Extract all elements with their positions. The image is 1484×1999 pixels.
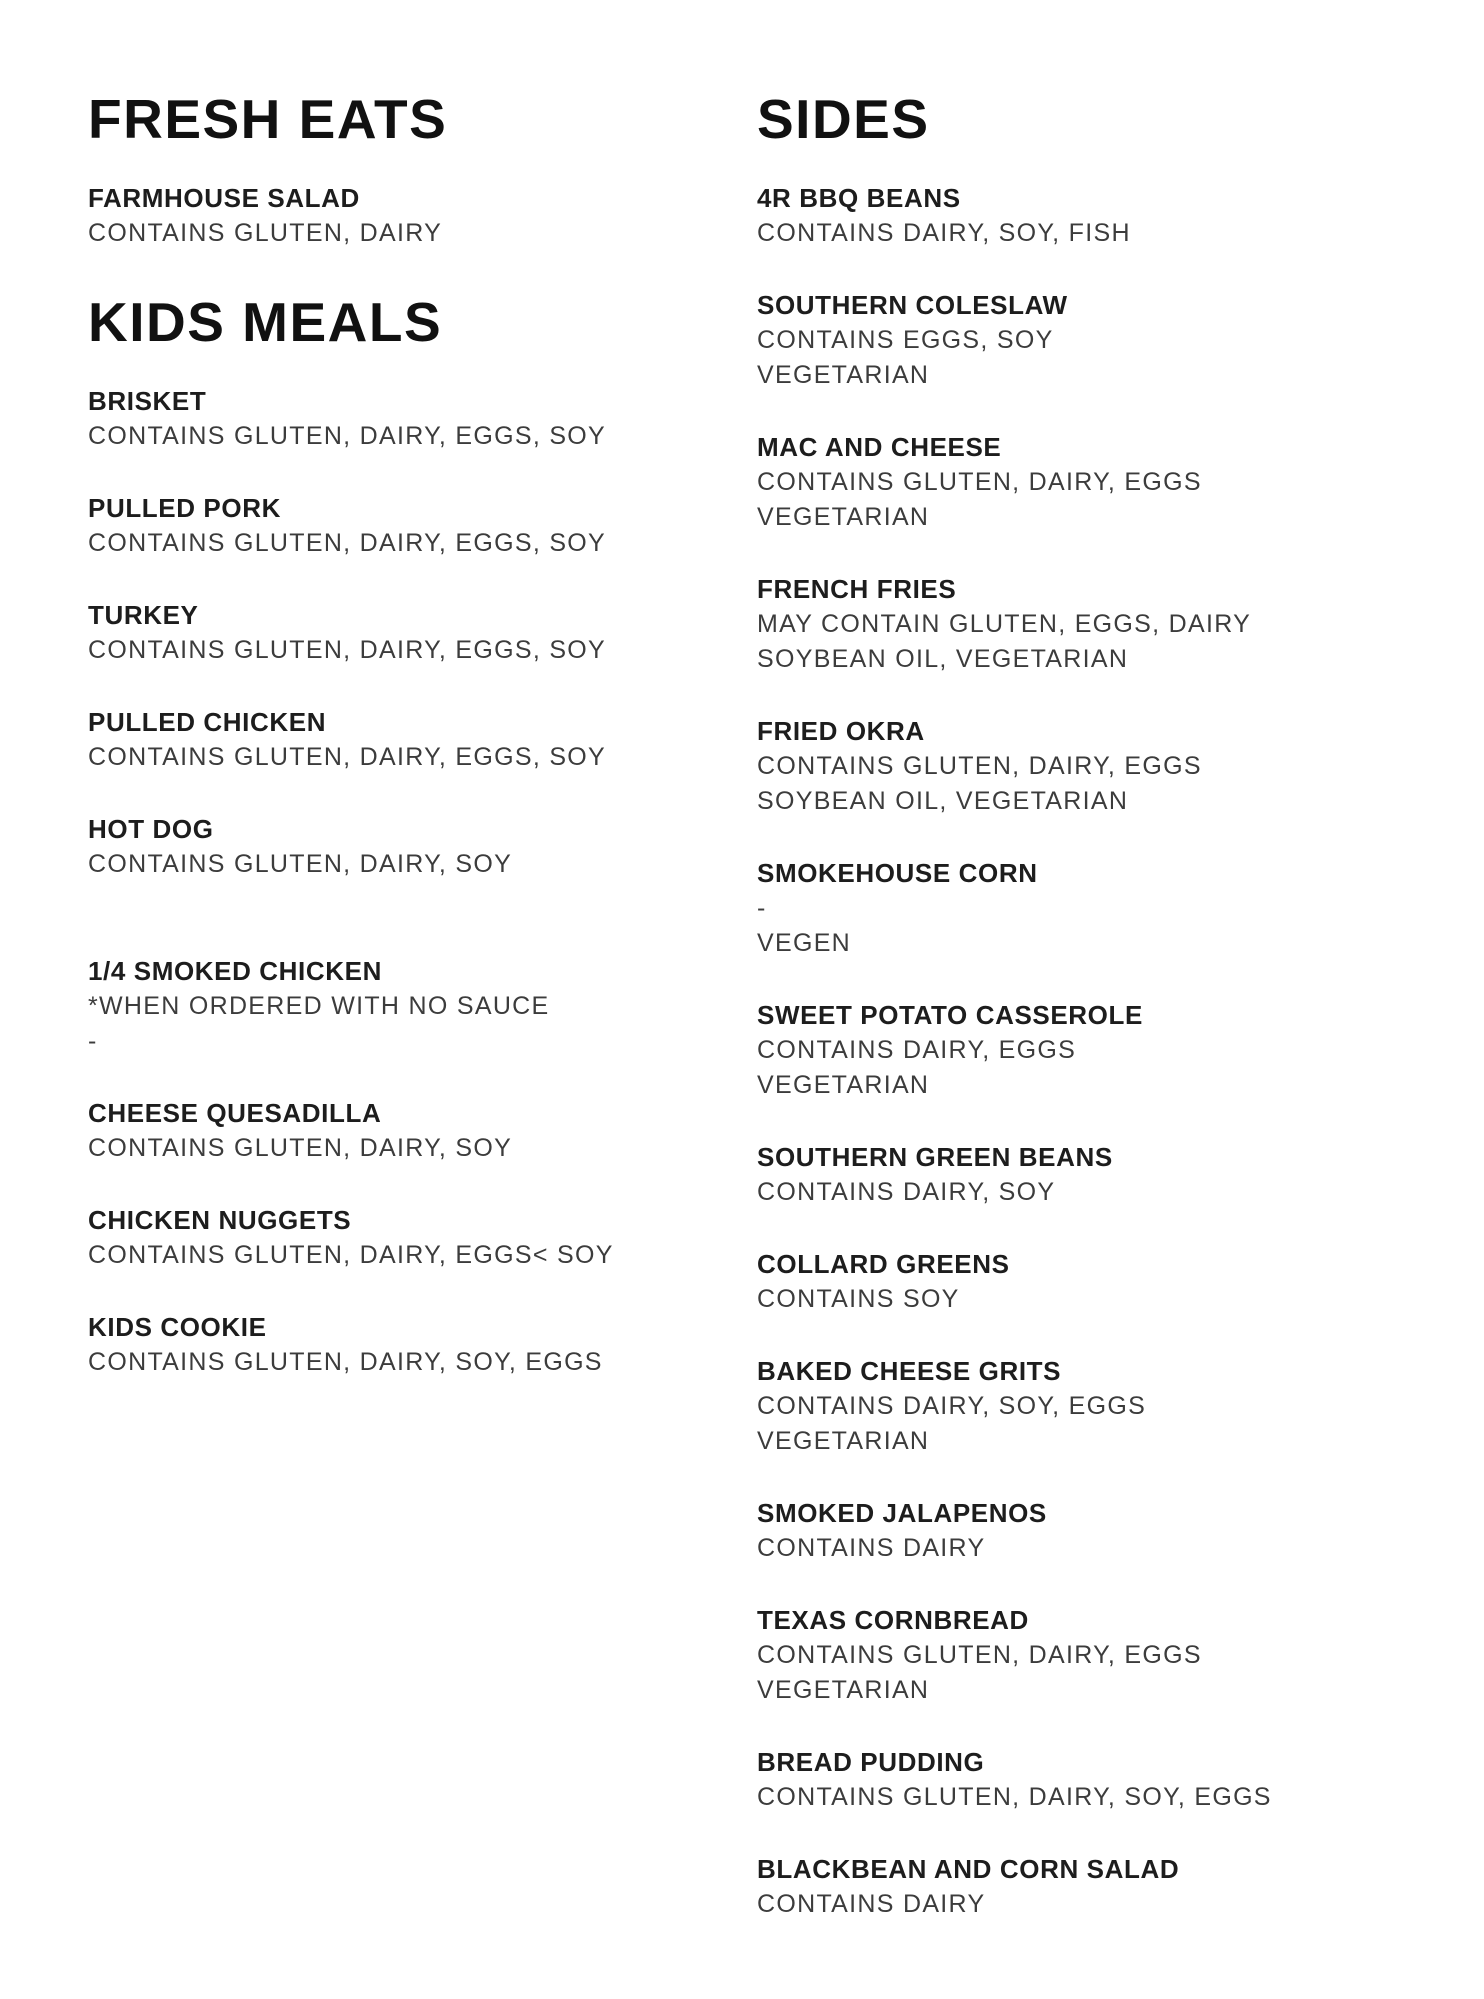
menu-item-detail: CONTAINS DAIRY, SOY, EGGS [757, 1392, 1147, 1420]
menu-item [757, 288, 1454, 393]
menu-item [88, 954, 757, 1059]
menu-item-name: SWEET POTATO CASSEROLE [757, 1000, 1143, 1030]
menu-item [757, 998, 1454, 1103]
menu-item [757, 1140, 1454, 1210]
menu-item-name: TEXAS CORNBREAD [757, 1605, 1029, 1635]
menu-item-name: FRIED OKRA [757, 716, 925, 746]
menu-item-name: FRENCH FRIES [757, 574, 957, 604]
menu-item-detail: SOYBEAN OIL, VEGETARIAN [757, 645, 1129, 673]
menu-item [88, 1310, 757, 1380]
menu-item-name: KIDS COOKIE [88, 1312, 267, 1342]
menu-item-name: HOT DOG [88, 814, 214, 844]
menu-column-left [88, 88, 757, 1959]
menu-item-detail: CONTAINS GLUTEN, DAIRY, EGGS [757, 1641, 1202, 1669]
menu-item-detail: *WHEN ORDERED WITH NO SAUCE [88, 992, 550, 1020]
menu-item-name: 1/4 SMOKED CHICKEN [88, 956, 382, 986]
menu-item-detail: CONTAINS DAIRY [757, 1890, 986, 1918]
menu-item-name: BREAD PUDDING [757, 1747, 985, 1777]
menu-item-name: MAC AND CHEESE [757, 432, 1002, 462]
menu-item-name: COLLARD GREENS [757, 1249, 1010, 1279]
menu-item-detail: - [757, 894, 767, 922]
menu-item-detail: VEGETARIAN [757, 1676, 930, 1704]
menu-item-detail: - [88, 1027, 98, 1055]
menu-item [88, 705, 757, 775]
menu-item [757, 1354, 1454, 1459]
menu-item [88, 384, 757, 454]
menu-item [757, 430, 1454, 535]
menu-item [88, 491, 757, 561]
menu-item [757, 1603, 1454, 1708]
menu-item-name: 4R BBQ BEANS [757, 183, 961, 213]
menu-item-detail: CONTAINS GLUTEN, DAIRY, EGGS [757, 468, 1202, 496]
menu-item-name: SMOKED JALAPENOS [757, 1498, 1047, 1528]
menu-item [757, 572, 1454, 677]
menu-item [88, 1203, 757, 1273]
menu-item-detail: CONTAINS EGGS, SOY [757, 326, 1054, 354]
menu-item-detail: CONTAINS GLUTEN, DAIRY, EGGS [757, 752, 1202, 780]
menu-item [757, 181, 1454, 251]
menu-item-detail: CONTAINS GLUTEN, DAIRY, SOY, EGGS [757, 1783, 1272, 1811]
menu-item-detail: MAY CONTAIN GLUTEN, EGGS, DAIRY [757, 610, 1252, 638]
menu-item-detail: VEGETARIAN [757, 503, 930, 531]
menu-item-name: SOUTHERN COLESLAW [757, 290, 1068, 320]
menu-item [757, 1247, 1454, 1317]
menu-item-name: BRISKET [88, 386, 207, 416]
menu-item [757, 1852, 1454, 1922]
menu-item-name: TURKEY [88, 600, 199, 630]
menu-item [757, 1496, 1454, 1566]
menu-item [88, 181, 757, 251]
menu-item-detail: CONTAINS GLUTEN, DAIRY, EGGS, SOY [88, 636, 607, 664]
menu-item-detail: CONTAINS GLUTEN, DAIRY [88, 219, 443, 247]
menu-item [757, 714, 1454, 819]
menu-item-detail: CONTAINS GLUTEN, DAIRY, EGGS, SOY [88, 529, 607, 557]
menu-item-name: BAKED CHEESE GRITS [757, 1356, 1062, 1386]
menu-item-name: SMOKEHOUSE CORN [757, 858, 1038, 888]
menu-column-right [757, 88, 1454, 1959]
menu-item-name: FARMHOUSE SALAD [88, 183, 360, 213]
menu-item-detail: CONTAINS GLUTEN, DAIRY, EGGS< SOY [88, 1241, 614, 1269]
section-heading: KIDS MEALS [88, 291, 443, 353]
menu-item-detail: CONTAINS DAIRY, SOY [757, 1178, 1056, 1206]
menu-item [88, 598, 757, 668]
menu-item-name: CHICKEN NUGGETS [88, 1205, 352, 1235]
section-heading: SIDES [757, 88, 930, 150]
menu-item-detail: CONTAINS GLUTEN, DAIRY, SOY [88, 1134, 513, 1162]
menu-item-name: CHEESE QUESADILLA [88, 1098, 382, 1128]
menu-item-detail: VEGETARIAN [757, 1071, 930, 1099]
menu-item-detail: CONTAINS SOY [757, 1285, 960, 1313]
menu-item-detail: CONTAINS DAIRY [757, 1534, 986, 1562]
menu-item [88, 812, 757, 882]
menu-item [88, 1096, 757, 1166]
menu-item-detail: VEGETARIAN [757, 361, 930, 389]
menu-item-name: BLACKBEAN AND CORN SALAD [757, 1854, 1180, 1884]
menu-item-name: PULLED PORK [88, 493, 281, 523]
menu-item-detail: CONTAINS GLUTEN, DAIRY, EGGS, SOY [88, 422, 607, 450]
menu-item-detail: CONTAINS GLUTEN, DAIRY, SOY [88, 850, 513, 878]
menu-item-name: SOUTHERN GREEN BEANS [757, 1142, 1113, 1172]
menu-item [757, 856, 1454, 961]
menu-item-name: PULLED CHICKEN [88, 707, 327, 737]
menu-item [757, 1745, 1454, 1815]
menu-item-detail: VEGETARIAN [757, 1427, 930, 1455]
menu-item-detail: CONTAINS GLUTEN, DAIRY, SOY, EGGS [88, 1348, 603, 1376]
menu-item-detail: SOYBEAN OIL, VEGETARIAN [757, 787, 1129, 815]
menu-item-detail: VEGEN [757, 929, 852, 957]
menu-item-detail: CONTAINS DAIRY, EGGS [757, 1036, 1077, 1064]
menu-item-detail: CONTAINS GLUTEN, DAIRY, EGGS, SOY [88, 743, 607, 771]
menu-item-detail: CONTAINS DAIRY, SOY, FISH [757, 219, 1131, 247]
section-heading: FRESH EATS [88, 88, 448, 150]
